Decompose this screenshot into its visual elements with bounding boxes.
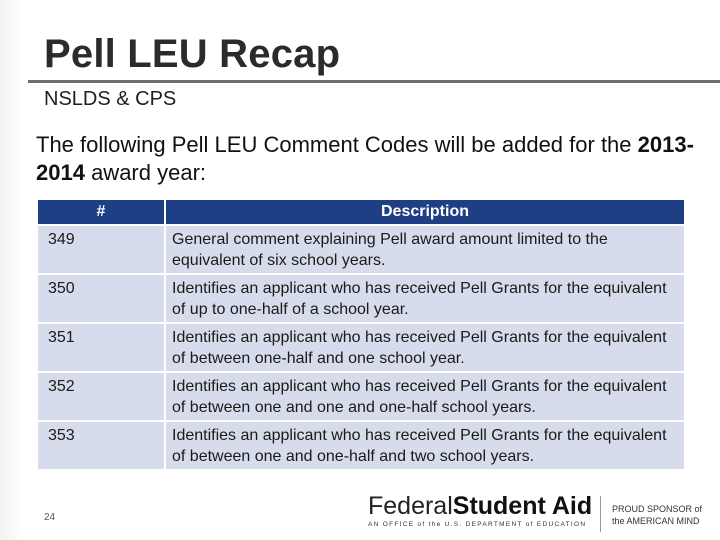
intro-text-start: The following Pell LEU Comment Codes will be added for the bbox=[36, 132, 638, 157]
comment-code-cell: 351 bbox=[38, 324, 164, 371]
description-cell: Identifies an applicant who has received Pell Grants for the equivalent of between one and one and one-half school years. bbox=[166, 373, 684, 420]
description-cell: Identifies an applicant who has received Pell Grants for the equivalent of between one-half and one school year. bbox=[166, 324, 684, 371]
footer-logo-area bbox=[358, 490, 720, 540]
page-number: 24 bbox=[44, 512, 56, 523]
comment-code-cell: 349 bbox=[38, 226, 164, 273]
table-row bbox=[38, 422, 684, 469]
table-row bbox=[38, 226, 684, 273]
comment-codes-table bbox=[36, 198, 686, 471]
intro-text bbox=[36, 131, 696, 187]
column-header-code: # bbox=[38, 200, 164, 224]
table-header-row bbox=[38, 200, 684, 224]
description-cell: General comment explaining Pell award amount limited to the equivalent of six school years. bbox=[166, 226, 684, 273]
comment-code-cell: 353 bbox=[38, 422, 164, 469]
slide-subtitle: NSLDS & CPS bbox=[44, 88, 177, 110]
sponsor-text bbox=[612, 503, 718, 527]
award-year: 2013-2014 bbox=[36, 132, 694, 185]
title-divider bbox=[28, 80, 720, 83]
sponsor-line-2: the AMERICAN MIND bbox=[612, 516, 700, 526]
description-cell: Identifies an applicant who has received Pell Grants for the equivalent of between one and one-half and two school years. bbox=[166, 422, 684, 469]
comment-code-cell: 352 bbox=[38, 373, 164, 420]
logo-student-aid-text: Student Aid bbox=[452, 492, 593, 520]
logo-divider bbox=[600, 496, 601, 532]
description-cell: Identifies an applicant who has received Pell Grants for the equivalent of up to one-half of a school year. bbox=[166, 275, 684, 322]
table-row bbox=[38, 373, 684, 420]
federal-student-aid-logo bbox=[368, 494, 592, 519]
slide-title: Pell LEU Recap bbox=[44, 32, 341, 76]
left-gutter bbox=[0, 0, 22, 540]
logo-federal-text: Federal bbox=[368, 492, 453, 520]
sponsor-line-1: PROUD SPONSOR of bbox=[612, 504, 703, 514]
column-header-description: Description bbox=[166, 200, 684, 224]
intro-text-end: award year: bbox=[84, 160, 207, 185]
table-row bbox=[38, 324, 684, 371]
comment-code-cell: 350 bbox=[38, 275, 164, 322]
logo-tagline: AN OFFICE of the U.S. DEPARTMENT of EDUCATION bbox=[368, 521, 587, 528]
table-row bbox=[38, 275, 684, 322]
